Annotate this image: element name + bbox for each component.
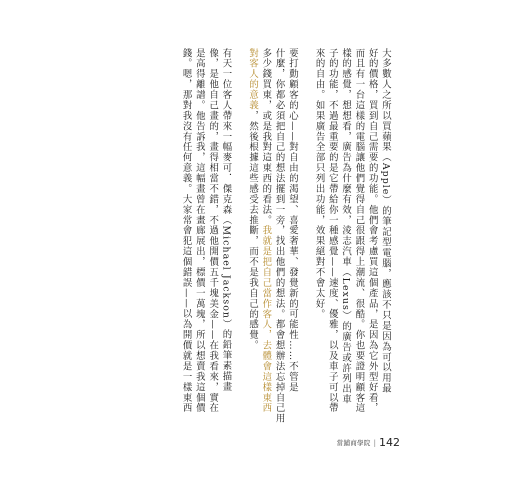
text-column [299,48,312,436]
text-column [219,48,232,436]
body-text: 多少錢買東，或是我對這東西的看法。 [260,48,272,226]
text-column [312,48,325,436]
text-column [179,48,192,436]
vertical-text-block [116,48,392,436]
text-column [352,48,365,436]
body-text: 是高得離譜。他告訴我，這幅畫曾在畫廊展出，標價一萬塊，所以想賣我這個價 [193,48,205,414]
body-text: 有天一位客人帶來一幅麥可．傑克森（Michael Jackson）的鉛筆素描畫 [220,48,232,393]
body-text: 來的自由。如果廣告全部只列出功能，效果絕對不會太好。 [313,48,325,320]
highlighted-text: 我就是把自己當作客人，去體會這樣東西 [260,225,272,414]
body-text: ，然後根據這些感受去推斷，而不是我自己的感覺。 [247,110,259,351]
body-text: 要打動顧客的心——對自由的渴望、喜愛奢華、發覺新的可能性……不管是 [286,48,298,393]
body-text: 錢。嗯，那對我沒有任何意義。大家常會犯這個錯誤——以為開價就是一樣東西 [180,48,192,414]
folio-separator: | [373,438,376,447]
text-column [206,48,219,436]
text-column [246,48,259,436]
body-text: 像，是他自己畫的，畫得相當不錯，不過他開價五千塊美金——在我看來，實在 [207,48,219,414]
body-text: 子的功能，不過最重要的是它帶給你一種感覺——速度、優雅，以及車子可以帶 [326,48,338,414]
text-column [339,48,352,436]
text-column [232,48,245,436]
text-column [259,48,272,436]
body-text: 大多數人之所以買蘋果（Apple）的筆記型電腦，應該不只是因為可以用最 [380,48,391,394]
page-number: 142 [379,436,400,449]
text-column [326,48,339,436]
text-column [193,48,206,436]
text-column [365,48,378,436]
body-text: 而且有一台這樣的電腦讓他們覺得自己很跟得上潮流、很酷。你也要證明顧客這 [353,48,365,414]
body-text: 樣的感覺，想想看，廣告為什麼有效，淩志汽車（Lexus）的廣告或許列出車 [340,48,352,405]
text-column [286,48,299,436]
body-text: 好的價格，買到自己需要的功能。他們會考慮買這個產品，是因為它外型好看， [366,48,378,414]
running-section-title: 當鋪商學院 [336,439,371,447]
text-column [272,48,285,436]
body-text: 什麼，你都必須把自己的想法擺到一旁，找出他們的想法。都會想辦法忘掉自己用 [273,48,285,424]
page-footer [337,436,400,449]
highlighted-text: 對客人的意義 [247,48,259,111]
text-column [379,48,392,436]
